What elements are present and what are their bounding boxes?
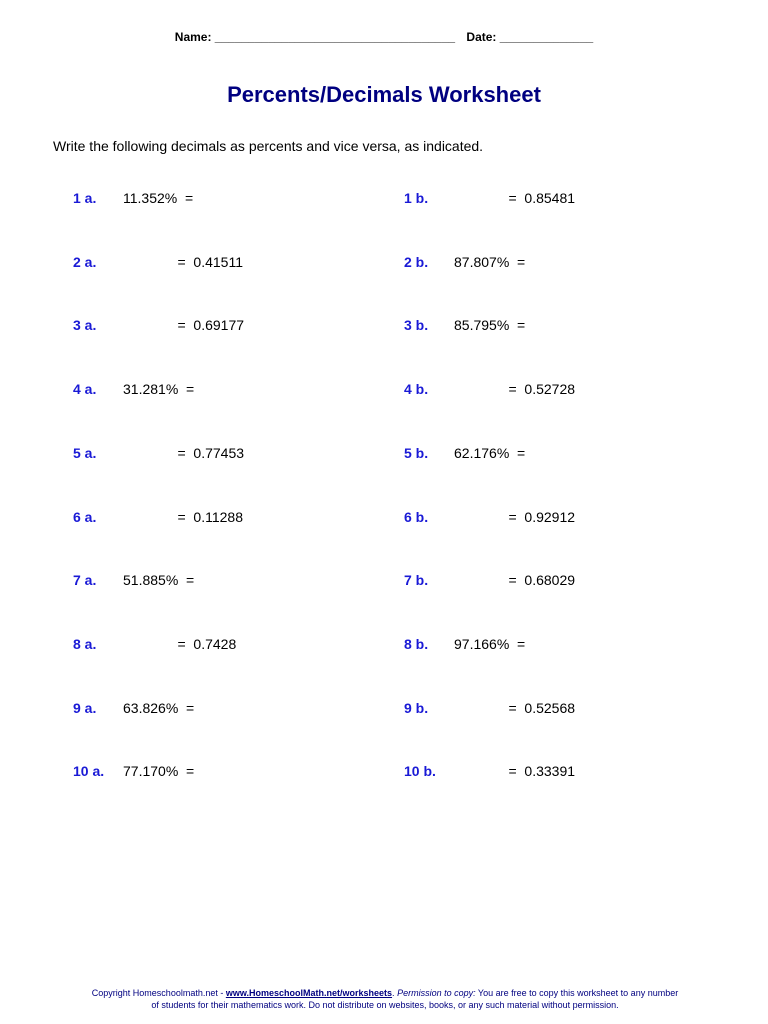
problem-expression: 63.826% =: [123, 699, 195, 716]
problem-number: 4 a.: [73, 381, 97, 398]
problem-expression: 11.352% =: [123, 190, 194, 206]
problem-number: 6 b.: [404, 508, 429, 525]
problem-left-4: [73, 381, 373, 401]
instructions-text: Write the following decimals as percents and vice versa, as indicated.: [53, 138, 484, 154]
problem-right-2: [404, 254, 704, 274]
problem-expression: = 0.41511: [123, 253, 243, 270]
footer-separator: .: [392, 988, 398, 998]
problem-expression: = 0.77453: [123, 444, 245, 461]
problem-number: 3 a.: [73, 317, 97, 334]
problem-expression: = 0.11288: [123, 508, 243, 525]
name-field-label: Name: ____________________________________: [174, 30, 456, 44]
problem-number: 9 b.: [404, 699, 429, 716]
problem-expression: 97.166% =: [454, 635, 526, 652]
problem-number: 4 b.: [404, 381, 429, 398]
problem-expression: 51.885% =: [123, 572, 195, 589]
problem-number: 7 b.: [404, 572, 429, 589]
problem-right-6: [404, 509, 704, 529]
problem-expression: = 0.7428: [123, 635, 237, 652]
problem-expression: = 0.85481: [454, 190, 576, 206]
problem-number: 10 b.: [404, 763, 436, 780]
problem-right-5: [404, 445, 704, 465]
problem-right-1: [404, 190, 704, 210]
problem-expression: = 0.92912: [454, 508, 576, 525]
footer-copyright: Copyright Homeschoolmath.net -: [91, 988, 226, 998]
problem-number: 2 a.: [73, 253, 97, 270]
problem-right-9: [404, 700, 704, 720]
problem-left-2: [73, 254, 373, 274]
problem-expression: 85.795% =: [454, 317, 526, 334]
problem-expression: 77.170% =: [123, 763, 195, 780]
problem-number: 8 b.: [404, 635, 429, 652]
problem-number: 7 a.: [73, 572, 97, 589]
problem-number: 5 b.: [404, 444, 429, 461]
problem-left-9: [73, 700, 373, 720]
problem-left-7: [73, 572, 373, 592]
problem-left-8: [73, 636, 373, 656]
problem-expression: = 0.69177: [123, 317, 245, 334]
problem-number: 1 b.: [404, 190, 429, 206]
footer-permission-text: You are free to copy this worksheet to any number of students for their mathematics work. Do not distribute on websites, books, or any such material without permission.: [151, 988, 679, 1010]
footer-link[interactable]: www.HomeschoolMath.net/worksheets: [225, 988, 393, 998]
problem-left-1: [73, 190, 373, 210]
problem-number: 10 a.: [73, 763, 105, 780]
problem-number: 5 a.: [73, 444, 97, 461]
name-date-header: [0, 30, 768, 44]
problem-expression: 87.807% =: [454, 253, 526, 270]
problem-number: 6 a.: [73, 508, 97, 525]
problem-expression: = 0.68029: [454, 572, 576, 589]
date-field-label: Date: ______________: [466, 30, 594, 44]
copyright-footer: [90, 987, 680, 1011]
footer-permission-label: Permission to copy:: [397, 988, 476, 998]
problem-expression: = 0.52728: [454, 381, 576, 398]
problem-right-3: [404, 317, 704, 337]
problem-number: 1 a.: [73, 190, 97, 206]
problem-left-5: [73, 445, 373, 465]
problem-left-10: [73, 763, 373, 783]
problem-number: 2 b.: [404, 253, 429, 270]
problem-left-3: [73, 317, 373, 337]
problem-number: 9 a.: [73, 699, 97, 716]
problem-number: 8 a.: [73, 635, 97, 652]
problem-right-8: [404, 636, 704, 656]
problem-right-10: [404, 763, 704, 783]
problem-left-6: [73, 509, 373, 529]
problem-right-4: [404, 381, 704, 401]
problem-number: 3 b.: [404, 317, 429, 334]
worksheet-title: Percents/Decimals Worksheet: [227, 82, 541, 107]
problem-expression: 31.281% =: [123, 381, 195, 398]
problem-expression: 62.176% =: [454, 444, 526, 461]
problem-expression: = 0.33391: [454, 763, 576, 780]
problem-right-7: [404, 572, 704, 592]
problem-expression: = 0.52568: [454, 699, 576, 716]
